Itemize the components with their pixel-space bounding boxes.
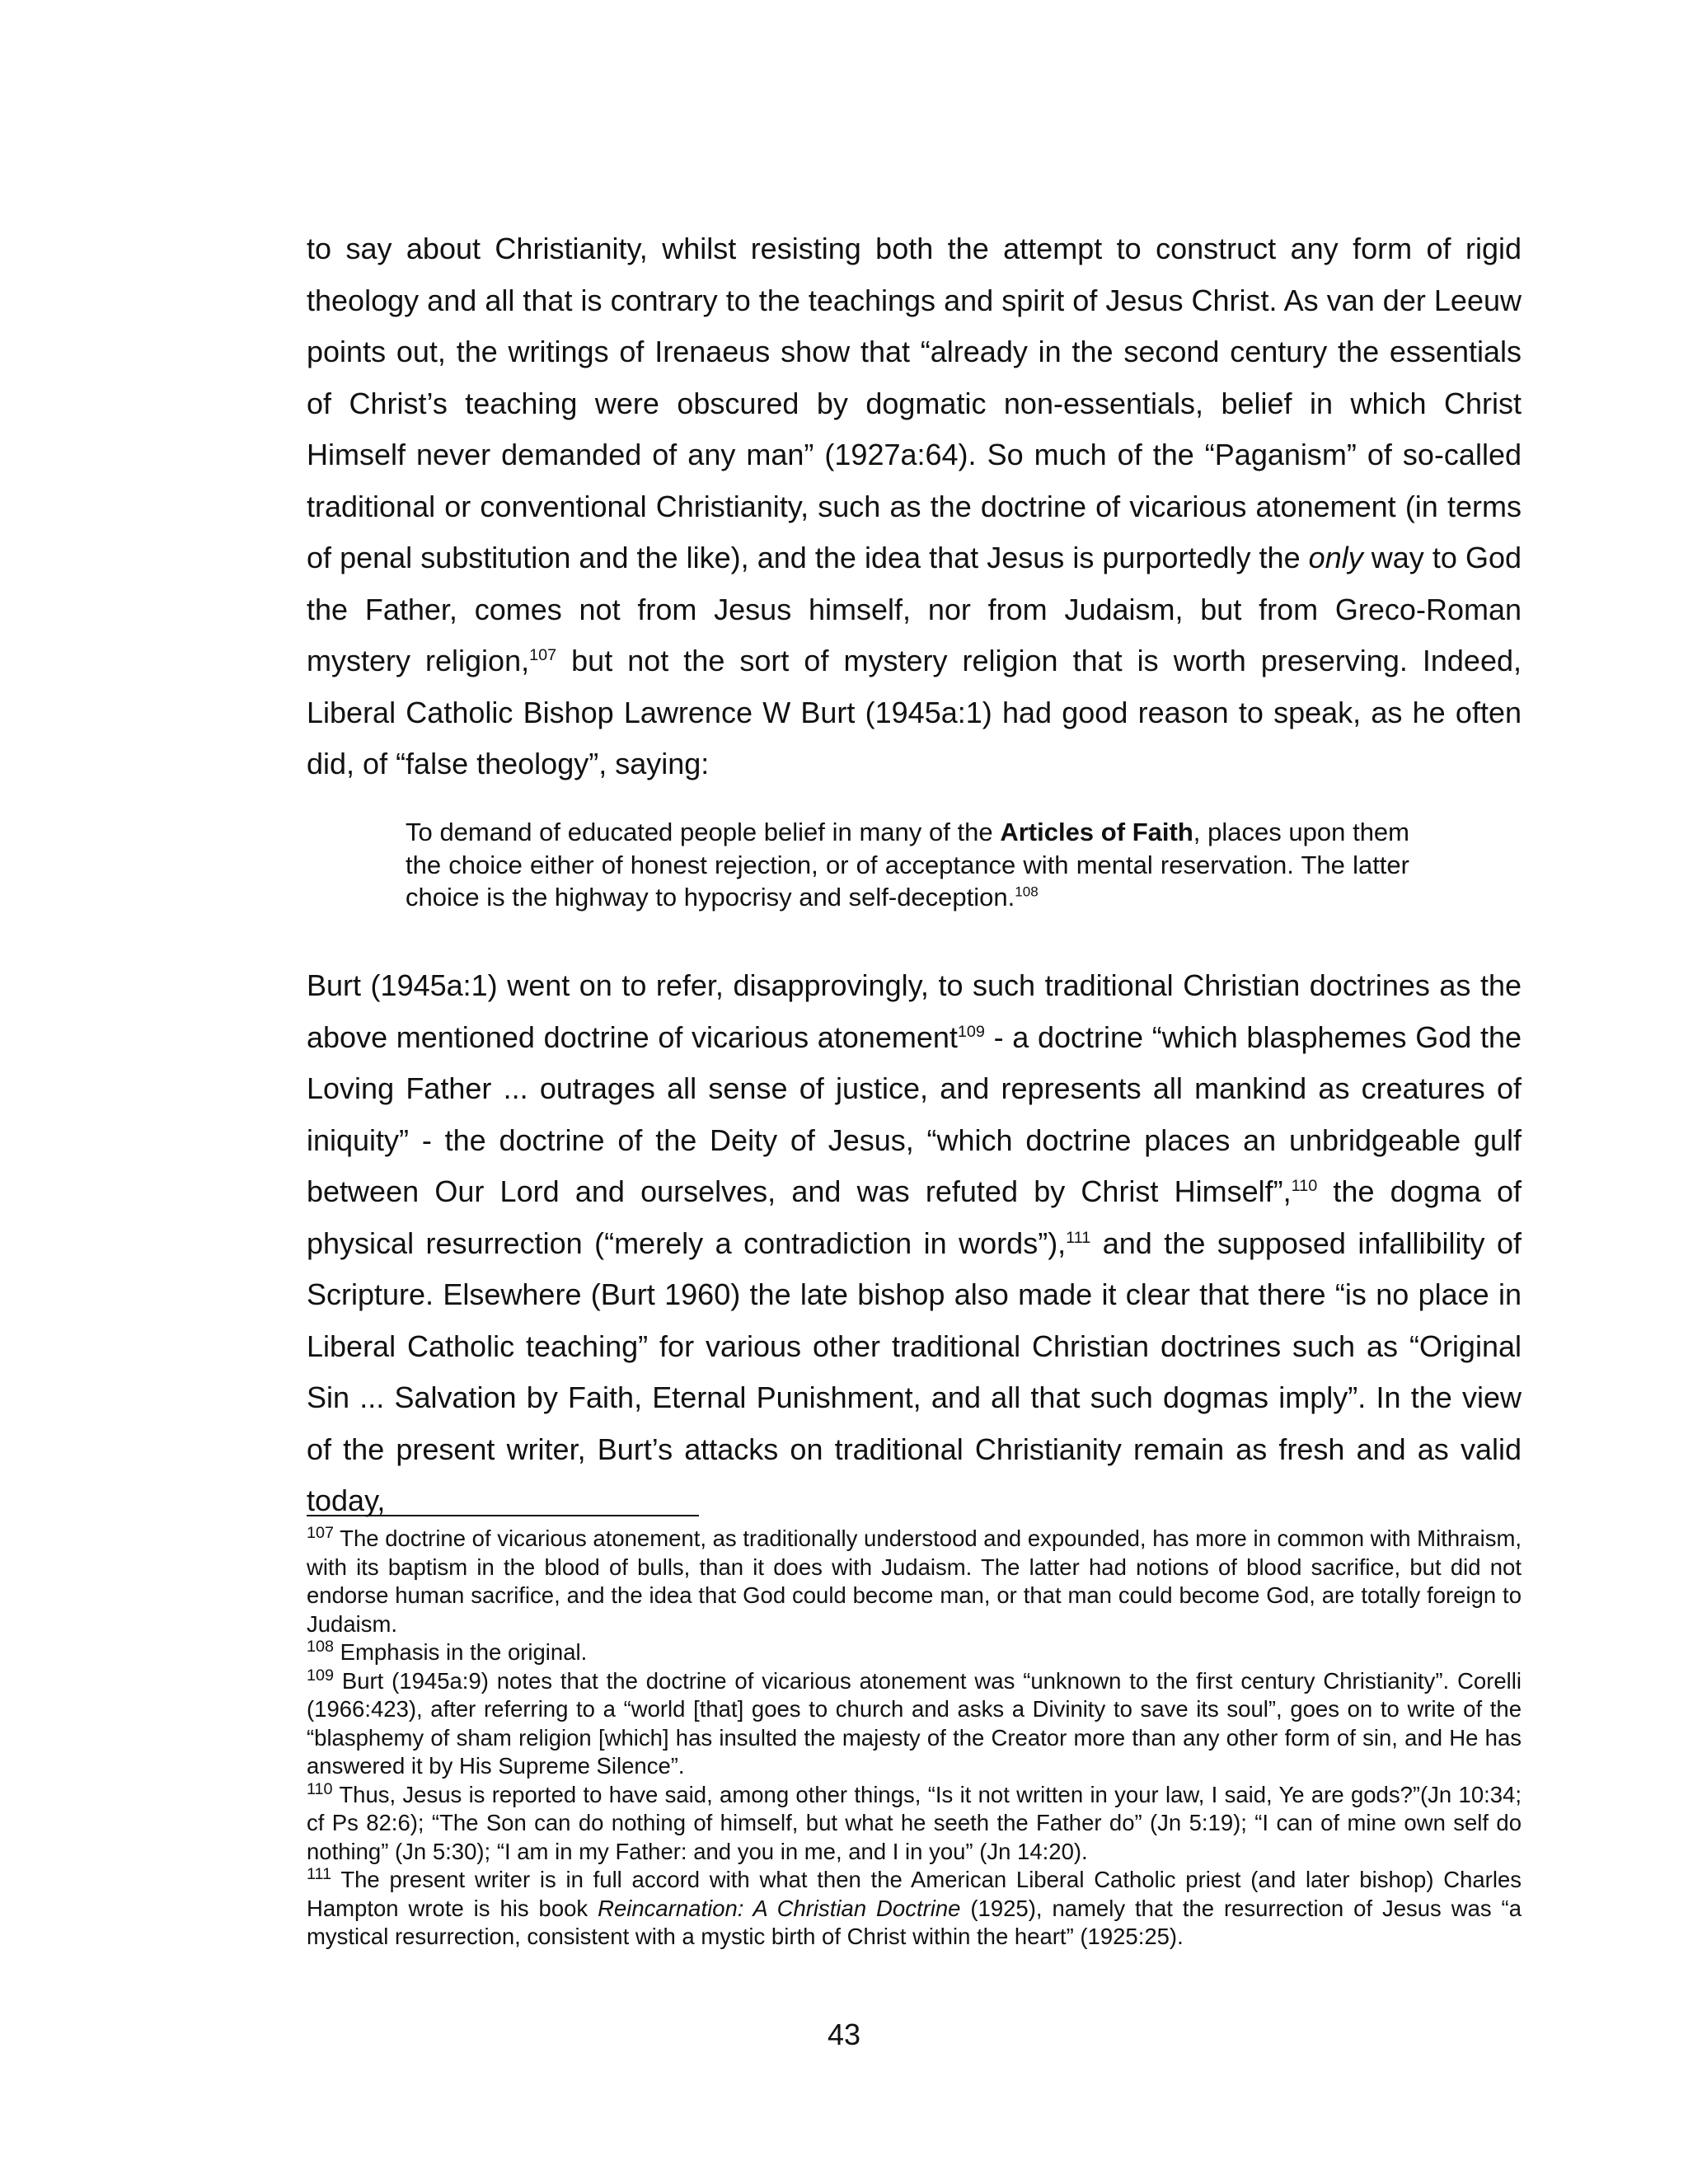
paragraph-1-text-b: way to God the Father, comes not from Jesus himself, nor from Judaism, but from Greco-Roman mystery religion, (307, 541, 1522, 677)
footnote-107 (307, 1525, 1522, 1638)
paragraph-2-text-c: the dogma of physical resurrection (“merely a contradiction in words”), (307, 1174, 1522, 1260)
footnote-ref-109: 109 (957, 1022, 985, 1041)
footnote-ref-108: 108 (1015, 883, 1039, 900)
footnote-111 (307, 1866, 1522, 1952)
paragraph-2-text-b: - a doctrine “which blasphemes God the Loving Father ... outrages all sense of justice, and represents all mankind as creatures of iniquity” - the doctrine of the Deity of Jesus, “which doctrine places an unbridgeable gulf between Our Lord and ourselves, and was refuted by Christ Himself”, (307, 1019, 1522, 1208)
footnote-text: The doctrine of vicarious atonement, as traditionally understood and expounded, has more in common with Mithraism, with its baptism in the blood of bulls, than it does with Judaism. The latter had notions of blood sacrifice, but did not endorse human sacrifice, and the idea that God could become man, or that man could become God, are totally foreign to Judaism. (307, 1526, 1522, 1637)
footnote-number: 107 (307, 1523, 335, 1542)
page-number: 43 (827, 2018, 861, 2051)
footnote-text-a: The present writer is in full accord with what then the American Liberal Catholic priest (and later bishop) Charles Hampton wrote is his book (307, 1867, 1522, 1921)
footnote-text: Thus, Jesus is reported to have said, among other things, “Is it not written in your law, I said, Ye are gods?”(Jn 10:34; cf Ps 82:6); “The Son can do nothing of himself, but what he seeth the Father do” (Jn 5:19); “I can of mine own self do nothing” (Jn 5:30); “I am in my Father: and you in me, and I in you” (Jn 14:20). (307, 1781, 1522, 1864)
footnote-ref-110: 110 (1291, 1177, 1318, 1195)
paragraph-2-text-d: and the supposed infallibility of Scripture. Elsewhere (Burt 1960) the late bishop also made it clear that there “is no place in Liberal Catholic teaching” for various other traditional Christian doctrines such as “Original Sin ... Salvation by Faith, Eternal Punishment, and all that such dogmas imply”. In the view of the present writer, Burt’s attacks on traditional Christianity remain as fresh and as valid today, (307, 1226, 1522, 1517)
footnote-ref-107: 107 (529, 646, 557, 664)
paragraph-2-text-a: Burt (1945a:1) went on to refer, disapprovingly, to such traditional Christian doctrines as the above mentioned doctrine of vicarious atonement (307, 968, 1522, 1054)
footnote-number: 110 (307, 1779, 333, 1798)
footnote-number: 108 (307, 1637, 335, 1656)
footnote-text: Emphasis in the original. (334, 1639, 588, 1665)
quote-bold-articles: Articles of Faith (1000, 818, 1193, 846)
footnote-text-b: (1925), namely that the resurrection of Jesus was “a mystical resurrection, consistent with a mystic birth of Christ within the heart” (1925:25). (307, 1895, 1522, 1949)
body-paragraph-1 (307, 223, 1522, 790)
footnote-ref-111: 111 (1066, 1228, 1091, 1247)
paragraph-1-text-c: but not the sort of mystery religion that is worth preserving. Indeed, Liberal Catholic Bishop Lawrence W Burt (1945a:1) had good reason to speak, as he often did, of “false theology”, saying: (307, 644, 1522, 780)
italic-only: only (1308, 541, 1363, 574)
book-title-italic: Reincarnation: A Christian Doctrine (598, 1895, 961, 1921)
footnotes-section (307, 1525, 1522, 1952)
footnote-separator (307, 1515, 699, 1516)
quote-text-a: To demand of educated people belief in many of the (406, 818, 1001, 846)
body-paragraph-2 (307, 960, 1522, 1527)
footnote-109 (307, 1667, 1522, 1781)
footnote-number: 111 (307, 1864, 332, 1883)
footnote-110 (307, 1781, 1522, 1867)
footnote-108 (307, 1638, 1522, 1667)
quote-text-b: , places upon them the choice either of honest rejection, or of acceptance with mental reservation. The latter choice is the highway to hypocrisy and self-deception. (406, 818, 1410, 912)
footnote-text: Burt (1945a:9) notes that the doctrine of vicarious atonement was “unknown to the first century Christianity”. Corelli (1966:423), after referring to a “world [that] goes to church and asks a Divinity to save its soul”, goes on to write of the “blasphemy of sham religion [which] has insulted the majesty of the Creator more than any other form of sin, and He has answered it by His Supreme Silence”. (307, 1667, 1522, 1779)
footnote-number: 109 (307, 1666, 335, 1685)
block-quote (406, 816, 1409, 914)
paragraph-1-text-a: to say about Christianity, whilst resisting both the attempt to construct any form of rigid theology and all that is contrary to the teachings and spirit of Jesus Christ. As van der Leeuw points out, the writings of Irenaeus show that “already in the second century the essentials of Christ’s teaching were obscured by dogmatic non-essentials, belief in which Christ Himself never demanded of any man” (1927a:64). So much of the “Paganism” of so-called traditional or conventional Christianity, such as the doctrine of vicarious atonement (in terms of penal substitution and the like), and the idea that Jesus is purportedly the (307, 232, 1522, 574)
